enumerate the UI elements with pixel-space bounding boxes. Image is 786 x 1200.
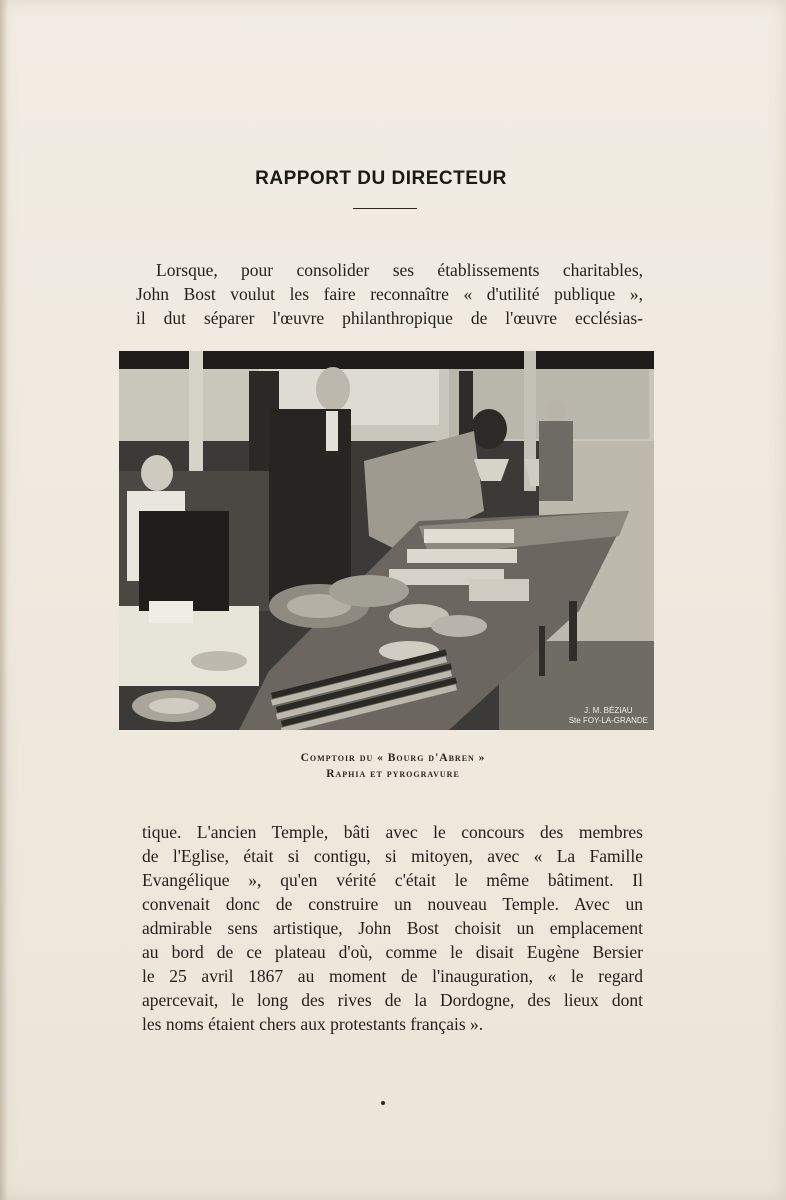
photo-credit	[569, 706, 648, 726]
title-divider	[353, 208, 417, 209]
text-line: admirable sens artistique, John Bost choisit un emplacement	[142, 918, 643, 938]
text-line: John Bost voulut les faire reconnaître « d'utilité publique »,	[136, 284, 643, 304]
page-ornament-dot	[381, 1101, 385, 1105]
caption-line-1: Comptoir du « Bourg d'Abren »	[300, 752, 486, 764]
text-line: convenait donc de construire un nouveau Temple. Avec un	[142, 894, 643, 914]
text-line: il dut séparer l'œuvre philanthropique de l'œuvre ecclésias-	[136, 308, 643, 328]
text-line: de l'Eglise, était si contigu, si mitoyen, avec « La Famille	[142, 846, 643, 866]
text-line: au bord de ce plateau d'où, comme le disait Eugène Bersier	[142, 942, 643, 962]
text-line: les noms étaient chers aux protestants français ».	[142, 1014, 484, 1034]
text-line: tique. L'ancien Temple, bâti avec le concours des membres	[142, 822, 643, 842]
caption-line-2: Raphia et pyrogravure	[326, 768, 460, 780]
paragraph-continuation	[142, 820, 643, 1036]
text-line: le 25 avril 1867 au moment de l'inauguration, « le regard	[142, 966, 643, 986]
paragraph-intro	[136, 258, 643, 330]
page-title: RAPPORT DU DIRECTEUR	[255, 168, 507, 189]
photograph-craft-stall	[119, 351, 654, 730]
text-line: Lorsque, pour consolider ses établissements charitables,	[156, 260, 643, 280]
text-line: Evangélique », qu'en vérité c'était le même bâtiment. Il	[142, 870, 643, 890]
photo-credit-place: Ste FOY-LA-GRANDE	[568, 716, 648, 725]
photo-credit-name: J. M. BÉZIAU	[584, 706, 633, 715]
photo-caption	[0, 750, 786, 782]
text-line: apercevait, le long des rives de la Dordogne, des lieux dont	[142, 990, 643, 1010]
